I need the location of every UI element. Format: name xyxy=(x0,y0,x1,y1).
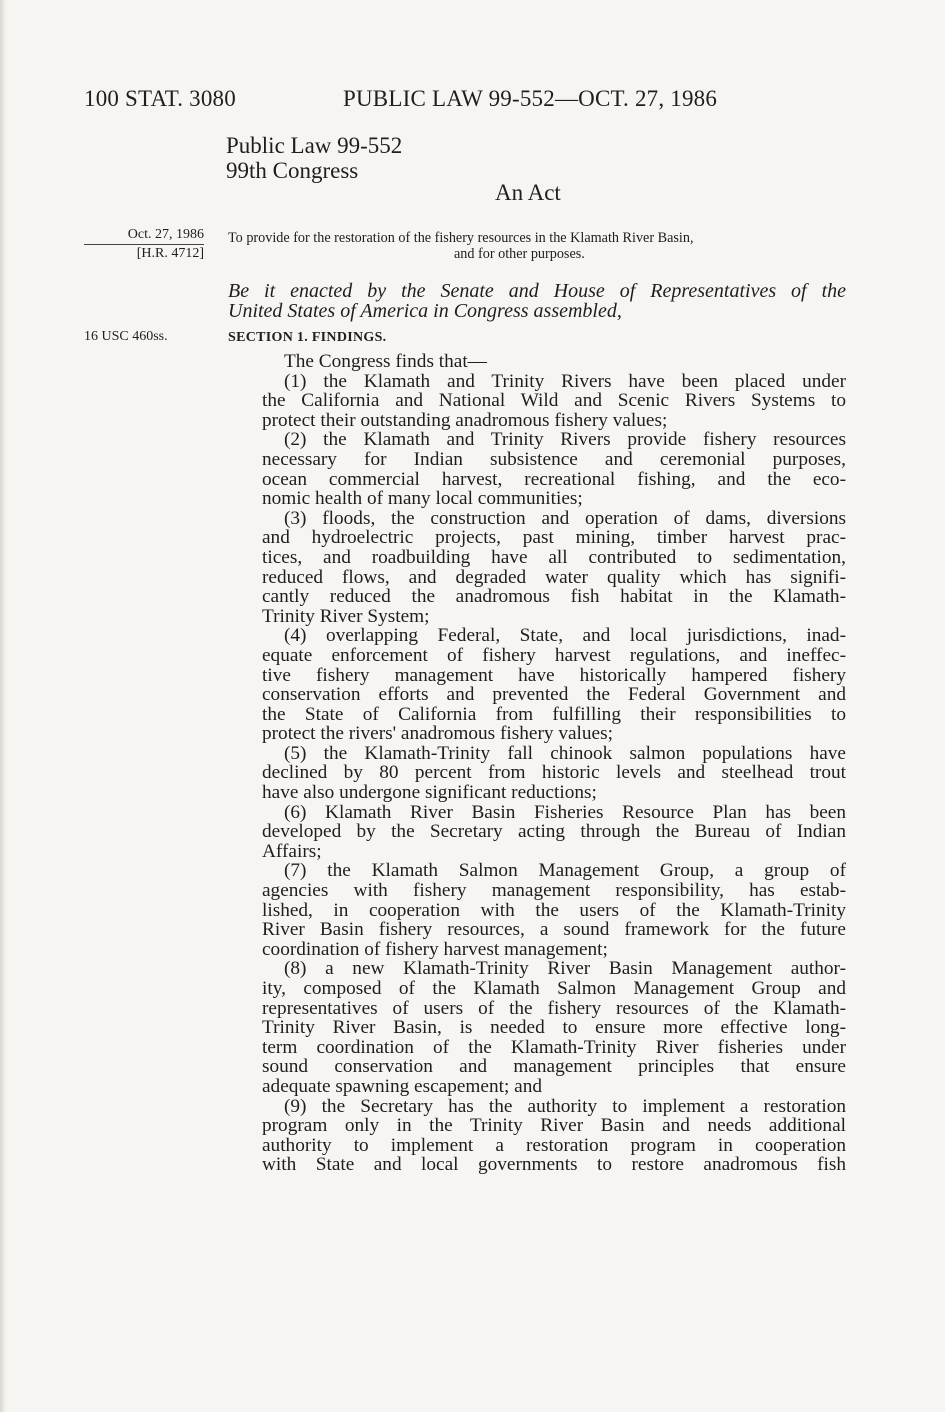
finding-line: protect the rivers' anadromous fishery values; xyxy=(262,723,613,745)
finding-line: and hydroelectric projects, past mining, timber harvest prac- xyxy=(262,527,846,549)
finding-line: Affairs; xyxy=(262,840,322,862)
finding-line: tive fishery management have historically hampered fishery xyxy=(262,664,846,686)
finding-line: lished, in cooperation with the users of the Klamath-Trinity xyxy=(262,899,846,921)
finding-line: reduced flows, and degraded water quality which has signifi- xyxy=(262,566,846,588)
finding-line: have also undergone significant reductions; xyxy=(262,782,597,804)
finding-line: agencies with fishery management responsibility, has estab- xyxy=(262,880,846,902)
finding-line: (1) the Klamath and Trinity Rivers have been placed under xyxy=(284,370,846,392)
finding-line: sound conservation and management principles that ensure xyxy=(262,1056,846,1078)
finding-line: adequate spawning escapement; and xyxy=(262,1075,543,1097)
finding-line: ity, composed of the Klamath Salmon Management Group and xyxy=(262,978,846,999)
finding-line: conservation efforts and prevented the Federal Government and xyxy=(262,684,846,706)
running-head-law-date: PUBLIC LAW 99-552—OCT. 27, 1986 xyxy=(343,86,718,111)
finding-line: the California and National Wild and Scenic Rivers Systems to xyxy=(262,390,846,412)
finding-line: ocean commercial harvest, recreational fishing, and the eco- xyxy=(262,468,846,490)
congress-number: 99th Congress xyxy=(226,158,359,183)
finding-line: (7) the Klamath Salmon Management Group, a group of xyxy=(284,860,846,882)
page-edge-shadow xyxy=(0,0,6,1412)
finding-line: (8) a new Klamath-Trinity River Basin Management author- xyxy=(284,958,846,980)
finding-line: (6) Klamath River Basin Fisheries Resource Plan has been xyxy=(284,801,846,823)
margin-date: Oct. 27, 1986 xyxy=(84,227,204,245)
purpose-line: and for other purposes. xyxy=(454,246,585,262)
finding-line: nomic health of many local communities; xyxy=(262,488,583,510)
finding-line: declined by 80 percent from historic levels and steelhead trout xyxy=(262,762,846,784)
finding-line: tices, and roadbuilding have all contributed to sedimentation, xyxy=(262,546,846,568)
purpose-line: To provide for the restoration of the fishery resources in the Klamath River Basin, xyxy=(228,230,694,246)
finding-line: equate enforcement of fishery harvest regulations, and ineffec- xyxy=(262,644,846,666)
finding-line: program only in the Trinity River Basin and needs additional xyxy=(262,1115,846,1137)
finding-line: cantly reduced the anadromous fish habitat in the Klamath- xyxy=(262,586,846,608)
finding-line: (3) floods, the construction and operation of dams, diversions xyxy=(284,507,846,529)
finding-line: necessary for Indian subsistence and ceremonial purposes, xyxy=(262,448,846,470)
section-heading: SECTION 1. FINDINGS. xyxy=(228,330,387,345)
finding-line: (4) overlapping Federal, State, and local jurisdictions, inad- xyxy=(284,625,846,647)
finding-line: Trinity River Basin, is needed to ensure more effective long- xyxy=(262,1017,846,1039)
finding-line: River Basin fishery resources, a sound framework for the future xyxy=(262,919,846,941)
finding-line: term coordination of the Klamath-Trinity River fisheries under xyxy=(262,1036,846,1058)
enacting-clause-line: United States of America in Congress assembled, xyxy=(228,300,622,322)
finding-line: (5) the Klamath-Trinity fall chinook salmon populations have xyxy=(284,742,846,764)
finding-line: with State and local governments to restore anadromous fish xyxy=(262,1154,846,1176)
statute-page-number: 100 STAT. 3080 xyxy=(84,86,236,111)
finding-line: Trinity River System; xyxy=(262,605,430,627)
finding-line: representatives of users of the fishery resources of the Klamath- xyxy=(262,997,846,1019)
finding-line: coordination of fishery harvest management; xyxy=(262,938,608,960)
enacting-clause-line: Be it enacted by the Senate and House of Representatives of the xyxy=(228,280,846,302)
margin-usc-citation: 16 USC 460ss. xyxy=(84,329,168,344)
margin-bill-number: [H.R. 4712] xyxy=(136,246,204,261)
finding-line: (2) the Klamath and Trinity Rivers provide fishery resources xyxy=(284,429,846,451)
act-heading: An Act xyxy=(495,180,561,205)
finding-line: protect their outstanding anadromous fishery values; xyxy=(262,409,668,431)
law-number: Public Law 99-552 xyxy=(226,133,403,158)
findings-body xyxy=(262,352,846,1175)
findings-intro: The Congress finds that— xyxy=(284,351,487,372)
finding-line: authority to implement a restoration program in cooperation xyxy=(262,1134,846,1156)
finding-line: the State of California from fulfilling their responsibilities to xyxy=(262,703,846,725)
finding-line: developed by the Secretary acting through the Bureau of Indian xyxy=(262,821,846,843)
finding-line: (9) the Secretary has the authority to implement a restoration xyxy=(284,1095,846,1117)
